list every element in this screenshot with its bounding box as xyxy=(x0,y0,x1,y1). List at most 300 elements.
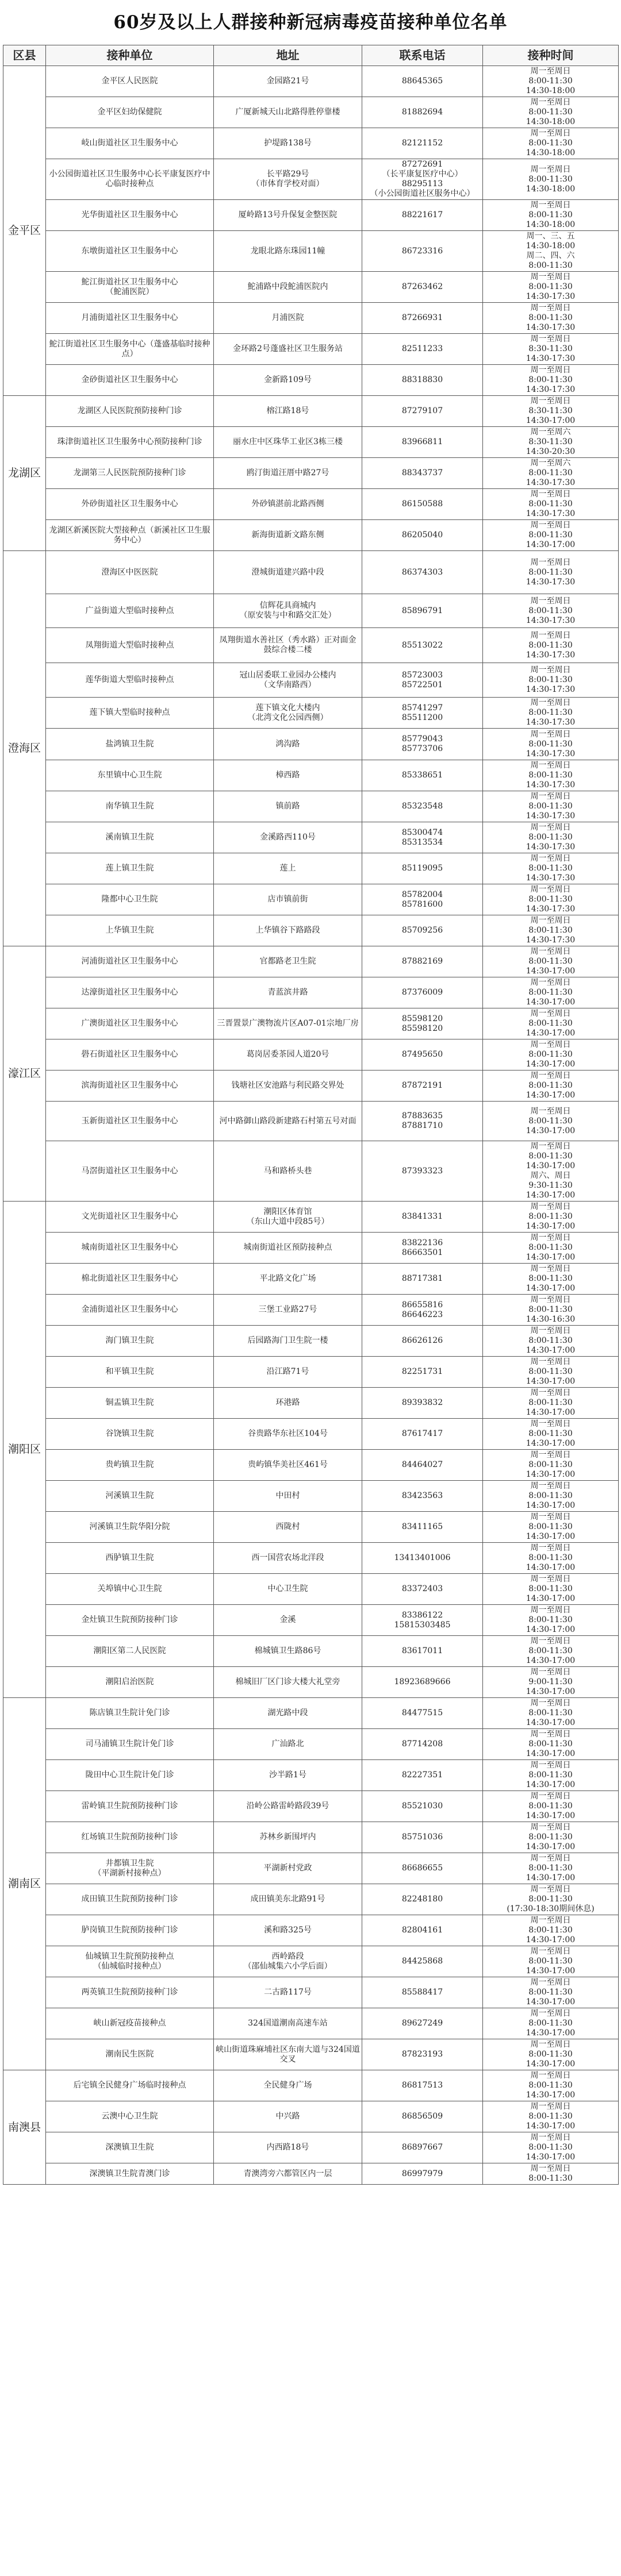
unit-cell: 河溪镇卫生院华阳分院 xyxy=(46,1512,214,1543)
unit-cell: 鮀江街道社区卫生服务中心（蓬盛基临时接种点） xyxy=(46,334,214,365)
address-cell: 月浦医院 xyxy=(214,303,362,334)
unit-cell: 凤翔街道大型临时接种点 xyxy=(46,628,214,663)
table-row xyxy=(3,1543,619,1574)
address-cell: 榕江路18号 xyxy=(214,396,362,427)
phone-cell: 85741297 85511200 xyxy=(362,698,483,729)
unit-cell: 铜盂镇卫生院 xyxy=(46,1388,214,1419)
table-row xyxy=(3,1481,619,1512)
unit-cell: 金浦街道社区卫生服务中心 xyxy=(46,1295,214,1326)
table-row xyxy=(3,458,619,489)
table-row xyxy=(3,1388,619,1419)
time-cell: 周一至周日 8:30-11:30 14:30-17:30 xyxy=(483,334,619,365)
unit-cell: 南华镇卫生院 xyxy=(46,791,214,822)
address-cell: 二古路117号 xyxy=(214,1977,362,2008)
phone-cell: 84464027 xyxy=(362,1450,483,1481)
phone-cell: 86723316 xyxy=(362,231,483,272)
table-row xyxy=(3,1977,619,2008)
address-cell: 沙半路1号 xyxy=(214,1760,362,1791)
phone-cell: 88343737 xyxy=(362,458,483,489)
time-cell: 周一至周日 8:00-11:30 14:30-17:00 xyxy=(483,1326,619,1357)
unit-cell: 盐鸿镇卫生院 xyxy=(46,729,214,760)
phone-cell: 82511233 xyxy=(362,334,483,365)
time-cell: 周一至周日 8:00-11:30 14:30-17:00 xyxy=(483,1946,619,1977)
district-cell: 潮阳区 xyxy=(3,1202,46,1698)
address-cell: 324国道潮南高速车站 xyxy=(214,2008,362,2039)
time-cell: 周一至周日 8:00-11:30 14:30-17:30 xyxy=(483,884,619,915)
address-cell: 金新路109号 xyxy=(214,365,362,396)
address-cell: 金园路21号 xyxy=(214,66,362,97)
unit-cell: 达濠街道社区卫生服务中心 xyxy=(46,977,214,1008)
address-cell: 河中路御山路段新建路石村第五号对面 xyxy=(214,1102,362,1141)
phone-cell: 85300474 85313534 xyxy=(362,822,483,853)
time-cell: 周一至周日 8:00-11:30 14:30-17:00 xyxy=(483,1543,619,1574)
address-cell: 莲上 xyxy=(214,853,362,884)
time-cell: 周一至周日 8:00-11:30 14:30-17:00 xyxy=(483,1233,619,1264)
table-row xyxy=(3,334,619,365)
time-cell: 周一至周日 8:00-11:30 14:30-17:00 xyxy=(483,1915,619,1946)
time-cell: 周一至周日 8:00-11:30 14:30-17:30 xyxy=(483,551,619,594)
address-cell: 平湖新村党政 xyxy=(214,1853,362,1884)
address-cell: 护堤路138号 xyxy=(214,128,362,159)
unit-cell: 东墩街道社区卫生服务中心 xyxy=(46,231,214,272)
time-cell: 周一至周日 8:00-11:30 14:30-17:30 xyxy=(483,915,619,946)
table-row xyxy=(3,760,619,791)
time-cell: 周一至周日 8:00-11:30 14:30-17:00 xyxy=(483,1512,619,1543)
address-cell: 贵屿镇华美社区461号 xyxy=(214,1450,362,1481)
time-cell: 周一至周日 8:00-11:30 14:30-17:00 xyxy=(483,946,619,977)
time-cell: 周一至周日 8:00-11:30 14:30-17:00 xyxy=(483,1698,619,1729)
unit-cell: 澄海区中医医院 xyxy=(46,551,214,594)
address-cell: 冠山居委联工业园办公楼内 （文华南路西） xyxy=(214,663,362,698)
unit-cell: 峡山新冠疫苗接种点 xyxy=(46,2008,214,2039)
phone-cell: 83372403 xyxy=(362,1574,483,1605)
table-row xyxy=(3,2101,619,2132)
table-row xyxy=(3,822,619,853)
address-cell: 上华镇谷下路路段 xyxy=(214,915,362,946)
header-district: 区县 xyxy=(3,45,46,66)
unit-cell: 广澳街道社区卫生服务中心 xyxy=(46,1008,214,1039)
phone-cell: 83617011 xyxy=(362,1636,483,1667)
table-row xyxy=(3,1822,619,1853)
table-row xyxy=(3,1039,619,1071)
address-cell: 钱塘社区安池路与利民路交界处 xyxy=(214,1071,362,1102)
time-cell: 周一至周日 8:00-11:30 14:30-16:30 xyxy=(483,1295,619,1326)
unit-cell: 莲华街道大型临时接种点 xyxy=(46,663,214,698)
unit-cell: 关埠镇中心卫生院 xyxy=(46,1574,214,1605)
time-cell: 周一至周日 8:00-11:30 14:30-17:00 xyxy=(483,2039,619,2070)
unit-cell: 陈店镇卫生院计免门诊 xyxy=(46,1698,214,1729)
phone-cell: 87883635 87881710 xyxy=(362,1102,483,1141)
address-cell: 青蓝滨井路 xyxy=(214,977,362,1008)
address-cell: 苏林乡新围坪内 xyxy=(214,1822,362,1853)
table-row xyxy=(3,1202,619,1233)
unit-cell: 成田镇卫生院预防接种门诊 xyxy=(46,1884,214,1915)
unit-cell: 溪南镇卫生院 xyxy=(46,822,214,853)
unit-cell: 莲上镇卫生院 xyxy=(46,853,214,884)
address-cell: 溪和路325号 xyxy=(214,1915,362,1946)
time-cell: 周一至周六 8:00-11:30 14:30-17:30 xyxy=(483,458,619,489)
phone-cell: 85513022 xyxy=(362,628,483,663)
unit-cell: 上华镇卫生院 xyxy=(46,915,214,946)
table-row xyxy=(3,1915,619,1946)
address-cell: 鮀浦路中段鮀浦医院内 xyxy=(214,272,362,303)
time-cell: 周一至周日 8:00-11:30 (17:30-18:30期间休息) xyxy=(483,1884,619,1915)
time-cell: 周一至周日 8:00-11:30 14:30-17:00 xyxy=(483,1071,619,1102)
address-cell: 广厦新城天山北路得胜停靠楼 xyxy=(214,97,362,128)
unit-cell: 谷饶镇卫生院 xyxy=(46,1419,214,1450)
unit-cell: 鮀江街道社区卫生服务中心 （鮀浦医院） xyxy=(46,272,214,303)
table-row xyxy=(3,1326,619,1357)
table-row xyxy=(3,1791,619,1822)
address-cell: 马和路桥头巷 xyxy=(214,1141,362,1202)
time-cell: 周一至周日 8:00-11:30 14:30-17:00 xyxy=(483,1481,619,1512)
phone-cell: 87495650 xyxy=(362,1039,483,1071)
time-cell: 周一至周日 8:00-11:30 14:30-17:00 xyxy=(483,1791,619,1822)
phone-cell: 18923689666 xyxy=(362,1667,483,1698)
address-cell: 湖光路中段 xyxy=(214,1698,362,1729)
table-row xyxy=(3,365,619,396)
time-cell: 周一至周日 8:00-11:30 14:30-17:00 周六、周日 9:30-11:30 14:30-17:00 xyxy=(483,1141,619,1202)
table-row xyxy=(3,520,619,551)
phone-cell: 83966811 xyxy=(362,427,483,458)
table-row xyxy=(3,1636,619,1667)
time-cell: 周一至周日 8:00-11:30 14:30-17:30 xyxy=(483,365,619,396)
phone-cell: 86856509 xyxy=(362,2101,483,2132)
unit-cell: 河溪镇卫生院 xyxy=(46,1481,214,1512)
time-cell: 周一、三、五 14:30-18:00 周二、四、六 8:00-11:30 xyxy=(483,231,619,272)
phone-cell: 87272691 （长平康复医疗中心） 88295113 （小公园街道社区服务中心） xyxy=(362,159,483,200)
unit-cell: 文光街道社区卫生服务中心 xyxy=(46,1202,214,1233)
phone-cell: 87617417 xyxy=(362,1419,483,1450)
time-cell: 周一至周日 8:00-11:30 14:30-17:30 xyxy=(483,663,619,698)
table-row xyxy=(3,159,619,200)
time-cell: 周一至周日 8:00-11:30 14:30-18:00 xyxy=(483,128,619,159)
header-time: 接种时间 xyxy=(483,45,619,66)
phone-cell: 87263462 xyxy=(362,272,483,303)
phone-cell: 87714208 xyxy=(362,1729,483,1760)
table-row xyxy=(3,977,619,1008)
phone-cell: 85779043 85773706 xyxy=(362,729,483,760)
address-cell: 镇前路 xyxy=(214,791,362,822)
table-row xyxy=(3,489,619,520)
page-title: 60岁及以上人群接种新冠病毒疫苗接种单位名单 xyxy=(113,12,508,33)
unit-cell: 金砂街道社区卫生服务中心 xyxy=(46,365,214,396)
address-cell: 店市镇前街 xyxy=(214,884,362,915)
table-row xyxy=(3,396,619,427)
address-cell: 棉城镇卫生路86号 xyxy=(214,1636,362,1667)
phone-cell: 86150588 xyxy=(362,489,483,520)
phone-cell: 85782004 85781600 xyxy=(362,884,483,915)
phone-cell: 89393832 xyxy=(362,1388,483,1419)
table-row xyxy=(3,1141,619,1202)
table-row xyxy=(3,884,619,915)
unit-cell: 城南街道社区卫生服务中心 xyxy=(46,1233,214,1264)
time-cell: 周一至周日 8:00-11:30 14:30-17:00 xyxy=(483,1102,619,1141)
time-cell: 周一至周日 8:00-11:30 14:30-17:00 xyxy=(483,520,619,551)
address-cell: 内西路18号 xyxy=(214,2132,362,2163)
phone-cell: 85119095 xyxy=(362,853,483,884)
unit-cell: 海门镇卫生院 xyxy=(46,1326,214,1357)
address-cell: 信辉花具商城内 （原安装与中和路交汇处） xyxy=(214,594,362,628)
address-cell: 三晋置景广澳物流片区A07-01宗地厂房 xyxy=(214,1008,362,1039)
unit-cell: 珠津街道社区卫生服务中心预防接种门诊 xyxy=(46,427,214,458)
unit-cell: 仙城镇卫生院预防接种点 （仙城临时接种点） xyxy=(46,1946,214,1977)
phone-cell: 83411165 xyxy=(362,1512,483,1543)
address-cell: 中心卫生院 xyxy=(214,1574,362,1605)
unit-cell: 河浦街道社区卫生服务中心 xyxy=(46,946,214,977)
phone-cell: 86205040 xyxy=(362,520,483,551)
table-row xyxy=(3,1729,619,1760)
phone-cell: 85709256 xyxy=(362,915,483,946)
unit-cell: 外砂街道社区卫生服务中心 xyxy=(46,489,214,520)
phone-cell: 82804161 xyxy=(362,1915,483,1946)
address-cell: 凤翔街道水善社区（秀水路）正对面金鼓综合楼二楼 xyxy=(214,628,362,663)
unit-cell: 司马浦镇卫生院计免门诊 xyxy=(46,1729,214,1760)
address-cell: 金溪 xyxy=(214,1605,362,1636)
table-row xyxy=(3,1357,619,1388)
unit-cell: 和平镇卫生院 xyxy=(46,1357,214,1388)
time-cell: 周一至周日 8:00-11:30 14:30-17:00 xyxy=(483,1419,619,1450)
time-cell: 周一至周日 8:00-11:30 14:30-17:00 xyxy=(483,1357,619,1388)
phone-cell: 85598120 85598120 xyxy=(362,1008,483,1039)
phone-cell: 85323548 xyxy=(362,791,483,822)
unit-cell: 西胪镇卫生院 xyxy=(46,1543,214,1574)
time-cell: 周一至周日 8:00-11:30 14:30-17:30 xyxy=(483,822,619,853)
table-row xyxy=(3,551,619,594)
phone-cell: 87393323 xyxy=(362,1141,483,1202)
table-row xyxy=(3,1419,619,1450)
phone-cell: 85521030 xyxy=(362,1791,483,1822)
time-cell: 周一至周日 9:00-11:30 14:30-17:00 xyxy=(483,1667,619,1698)
time-cell: 周一至周日 8:00-11:30 14:30-17:00 xyxy=(483,1450,619,1481)
table-row xyxy=(3,1605,619,1636)
address-cell: 成田镇美东北路91号 xyxy=(214,1884,362,1915)
unit-cell: 棉北街道社区卫生服务中心 xyxy=(46,1264,214,1295)
table-row xyxy=(3,729,619,760)
unit-cell: 云澳中心卫生院 xyxy=(46,2101,214,2132)
address-cell: 长平路29号 （市体育学校对面） xyxy=(214,159,362,200)
phone-cell: 86686655 xyxy=(362,1853,483,1884)
table-row xyxy=(3,1667,619,1698)
address-cell: 平北路文化广场 xyxy=(214,1264,362,1295)
district-cell: 金平区 xyxy=(3,66,46,396)
table-row xyxy=(3,628,619,663)
phone-cell: 87882169 xyxy=(362,946,483,977)
address-cell: 西岭路段 （邵仙城集六小学后面） xyxy=(214,1946,362,1977)
time-cell: 周一至周日 8:00-11:30 14:30-17:00 xyxy=(483,2070,619,2101)
table-row xyxy=(3,1760,619,1791)
time-cell: 周一至周日 8:00-11:30 14:30-17:00 xyxy=(483,2132,619,2163)
address-cell: 新海街道新文路东侧 xyxy=(214,520,362,551)
table-row xyxy=(3,1102,619,1141)
table-row xyxy=(3,66,619,97)
table-row xyxy=(3,2039,619,2070)
time-cell: 周一至周日 8:00-11:30 14:30-17:00 xyxy=(483,1822,619,1853)
unit-cell: 潮南民生医院 xyxy=(46,2039,214,2070)
address-cell: 丽水庄中区珠华工业区3栋三楼 xyxy=(214,427,362,458)
table-row xyxy=(3,1512,619,1543)
unit-cell: 莲下镇大型临时接种点 xyxy=(46,698,214,729)
unit-cell: 礐石街道社区卫生服务中心 xyxy=(46,1039,214,1071)
table-body xyxy=(3,66,619,2185)
phone-cell: 87266931 xyxy=(362,303,483,334)
phone-cell: 89627249 xyxy=(362,2008,483,2039)
phone-cell: 82248180 xyxy=(362,1884,483,1915)
table-row xyxy=(3,1233,619,1264)
unit-cell: 两英镇卫生院预防接种门诊 xyxy=(46,1977,214,2008)
address-cell: 城南街道社区预防接种点 xyxy=(214,1233,362,1264)
phone-cell: 88645365 xyxy=(362,66,483,97)
address-cell: 官都路老卫生院 xyxy=(214,946,362,977)
table-row xyxy=(3,1295,619,1326)
phone-cell: 83841331 xyxy=(362,1202,483,1233)
time-cell: 周一至周日 8:00-11:30 14:30-17:00 xyxy=(483,1977,619,2008)
address-cell: 中田村 xyxy=(214,1481,362,1512)
address-cell: 广汕路北 xyxy=(214,1729,362,1760)
table-row xyxy=(3,128,619,159)
time-cell: 周一至周日 8:00-11:30 14:30-18:00 xyxy=(483,200,619,231)
phone-cell: 85896791 xyxy=(362,594,483,628)
table-row xyxy=(3,272,619,303)
unit-cell: 井都镇卫生院 （平湖新村接种点） xyxy=(46,1853,214,1884)
phone-cell: 85723003 85722501 xyxy=(362,663,483,698)
district-cell: 澄海区 xyxy=(3,551,46,946)
address-cell: 棉城旧厂区门诊大楼大礼堂旁 xyxy=(214,1667,362,1698)
phone-cell: 85338651 xyxy=(362,760,483,791)
table-row xyxy=(3,1450,619,1481)
table-row xyxy=(3,1946,619,1977)
table-header-row xyxy=(3,45,619,66)
time-cell: 周一至周日 8:00-11:30 14:30-17:30 xyxy=(483,853,619,884)
table-row xyxy=(3,303,619,334)
vaccination-sites-table xyxy=(3,45,619,2185)
header-unit: 接种单位 xyxy=(46,45,214,66)
phone-cell: 86655816 86646223 xyxy=(362,1295,483,1326)
unit-cell: 月浦街道社区卫生服务中心 xyxy=(46,303,214,334)
time-cell: 周一至周日 8:00-11:30 14:30-17:30 xyxy=(483,303,619,334)
district-cell: 南澳县 xyxy=(3,2070,46,2185)
time-cell: 周一至周日 8:00-11:30 14:30-17:00 xyxy=(483,2008,619,2039)
unit-cell: 深澳镇卫生院青澳门诊 xyxy=(46,2163,214,2185)
table-row xyxy=(3,231,619,272)
table-row xyxy=(3,97,619,128)
phone-cell: 13413401006 xyxy=(362,1543,483,1574)
address-cell: 金环路2号蓬盛社区卫生服务站 xyxy=(214,334,362,365)
time-cell: 周一至周日 8:00-11:30 14:30-18:00 xyxy=(483,66,619,97)
table-row xyxy=(3,915,619,946)
table-row xyxy=(3,1884,619,1915)
time-cell: 周一至周日 8:00-11:30 14:30-17:30 xyxy=(483,272,619,303)
address-cell: 外砂镇湛前北路西侧 xyxy=(214,489,362,520)
unit-cell: 玉新街道社区卫生服务中心 xyxy=(46,1102,214,1141)
phone-cell: 88717381 xyxy=(362,1264,483,1295)
address-cell: 后园路海门卫生院一楼 xyxy=(214,1326,362,1357)
address-cell: 全民健身广场 xyxy=(214,2070,362,2101)
time-cell: 周一至周日 8:00-11:30 14:30-17:30 xyxy=(483,729,619,760)
table-row xyxy=(3,791,619,822)
district-cell: 潮南区 xyxy=(3,1698,46,2070)
unit-cell: 隆都中心卫生院 xyxy=(46,884,214,915)
address-cell: 西一国营农场北洋段 xyxy=(214,1543,362,1574)
time-cell: 周一至周日 8:30-11:30 14:30-17:00 xyxy=(483,396,619,427)
table-row xyxy=(3,853,619,884)
time-cell: 周一至周日 8:00-11:30 14:30-17:30 xyxy=(483,760,619,791)
address-cell: 西陇村 xyxy=(214,1512,362,1543)
table-row xyxy=(3,594,619,628)
unit-cell: 深澳镇卫生院 xyxy=(46,2132,214,2163)
time-cell: 周一至周日 8:00-11:30 14:30-17:00 xyxy=(483,1636,619,1667)
unit-cell: 后宅镇全民健身广场临时接种点 xyxy=(46,2070,214,2101)
header-address: 地址 xyxy=(214,45,362,66)
time-cell: 周一至周日 8:00-11:30 14:30-17:30 xyxy=(483,594,619,628)
table-row xyxy=(3,663,619,698)
time-cell: 周一至周日 8:00-11:30 14:30-17:30 xyxy=(483,489,619,520)
address-cell: 环港路 xyxy=(214,1388,362,1419)
unit-cell: 龙湖第三人民医院预防接种门诊 xyxy=(46,458,214,489)
address-cell: 潮阳区体育馆 （东山大道中段85号） xyxy=(214,1202,362,1233)
phone-cell: 83423563 xyxy=(362,1481,483,1512)
table-row xyxy=(3,946,619,977)
phone-cell: 82121152 xyxy=(362,128,483,159)
phone-cell: 82227351 xyxy=(362,1760,483,1791)
table-row xyxy=(3,698,619,729)
time-cell: 周一至周日 8:00-11:30 14:30-17:00 xyxy=(483,1202,619,1233)
table-row xyxy=(3,1071,619,1102)
address-cell: 沿岭公路雷岭路段39号 xyxy=(214,1791,362,1822)
unit-cell: 东里镇中心卫生院 xyxy=(46,760,214,791)
phone-cell: 87279107 xyxy=(362,396,483,427)
unit-cell: 滨海街道社区卫生服务中心 xyxy=(46,1071,214,1102)
unit-cell: 龙湖区新溪医院大型接种点（新溪社区卫生服务中心） xyxy=(46,520,214,551)
time-cell: 周一至周日 8:00-11:30 14:30-17:00 xyxy=(483,1008,619,1039)
table-row xyxy=(3,1853,619,1884)
unit-cell: 潮阳区第二人民医院 xyxy=(46,1636,214,1667)
unit-cell: 金灶镇卫生院预防接种门诊 xyxy=(46,1605,214,1636)
table-row xyxy=(3,2008,619,2039)
unit-cell: 岐山街道社区卫生服务中心 xyxy=(46,128,214,159)
time-cell: 周一至周日 8:00-11:30 14:30-17:30 xyxy=(483,698,619,729)
address-cell: 鸿沟路 xyxy=(214,729,362,760)
address-cell: 峡山街道珠麻埔社区东南大道与324国道交叉 xyxy=(214,2039,362,2070)
table-row xyxy=(3,1008,619,1039)
address-cell: 金溪路西110号 xyxy=(214,822,362,853)
unit-cell: 雷岭镇卫生院预防接种门诊 xyxy=(46,1791,214,1822)
table-row xyxy=(3,427,619,458)
address-cell: 厦岭路13号升保复金整医院 xyxy=(214,200,362,231)
district-cell: 濠江区 xyxy=(3,946,46,1202)
phone-cell: 83386122 15815303485 xyxy=(362,1605,483,1636)
time-cell: 周一至周日 8:00-11:30 xyxy=(483,2163,619,2185)
time-cell: 周一至周日 8:00-11:30 14:30-17:00 xyxy=(483,1760,619,1791)
phone-cell: 87376009 xyxy=(362,977,483,1008)
phone-cell: 83822136 86663501 xyxy=(362,1233,483,1264)
time-cell: 周一至周日 8:00-11:30 14:30-17:00 xyxy=(483,1853,619,1884)
phone-cell: 86897667 xyxy=(362,2132,483,2163)
time-cell: 周一至周日 8:00-11:30 14:30-17:30 xyxy=(483,791,619,822)
time-cell: 周一至周六 8:30-11:30 14:30-20:30 xyxy=(483,427,619,458)
unit-cell: 金平区人民医院 xyxy=(46,66,214,97)
unit-cell: 金平区妇幼保健院 xyxy=(46,97,214,128)
unit-cell: 马滘街道社区卫生服务中心 xyxy=(46,1141,214,1202)
unit-cell: 小公园街道社区卫生服务中心长平康复医疗中心临时接种点 xyxy=(46,159,214,200)
address-cell: 三堡工业路27号 xyxy=(214,1295,362,1326)
phone-cell: 84425868 xyxy=(362,1946,483,1977)
time-cell: 周一至周日 8:00-11:30 14:30-18:00 xyxy=(483,97,619,128)
address-cell: 樟西路 xyxy=(214,760,362,791)
table-row xyxy=(3,1698,619,1729)
address-cell: 沿江路71号 xyxy=(214,1357,362,1388)
time-cell: 周一至周日 8:00-11:30 14:30-18:00 xyxy=(483,159,619,200)
